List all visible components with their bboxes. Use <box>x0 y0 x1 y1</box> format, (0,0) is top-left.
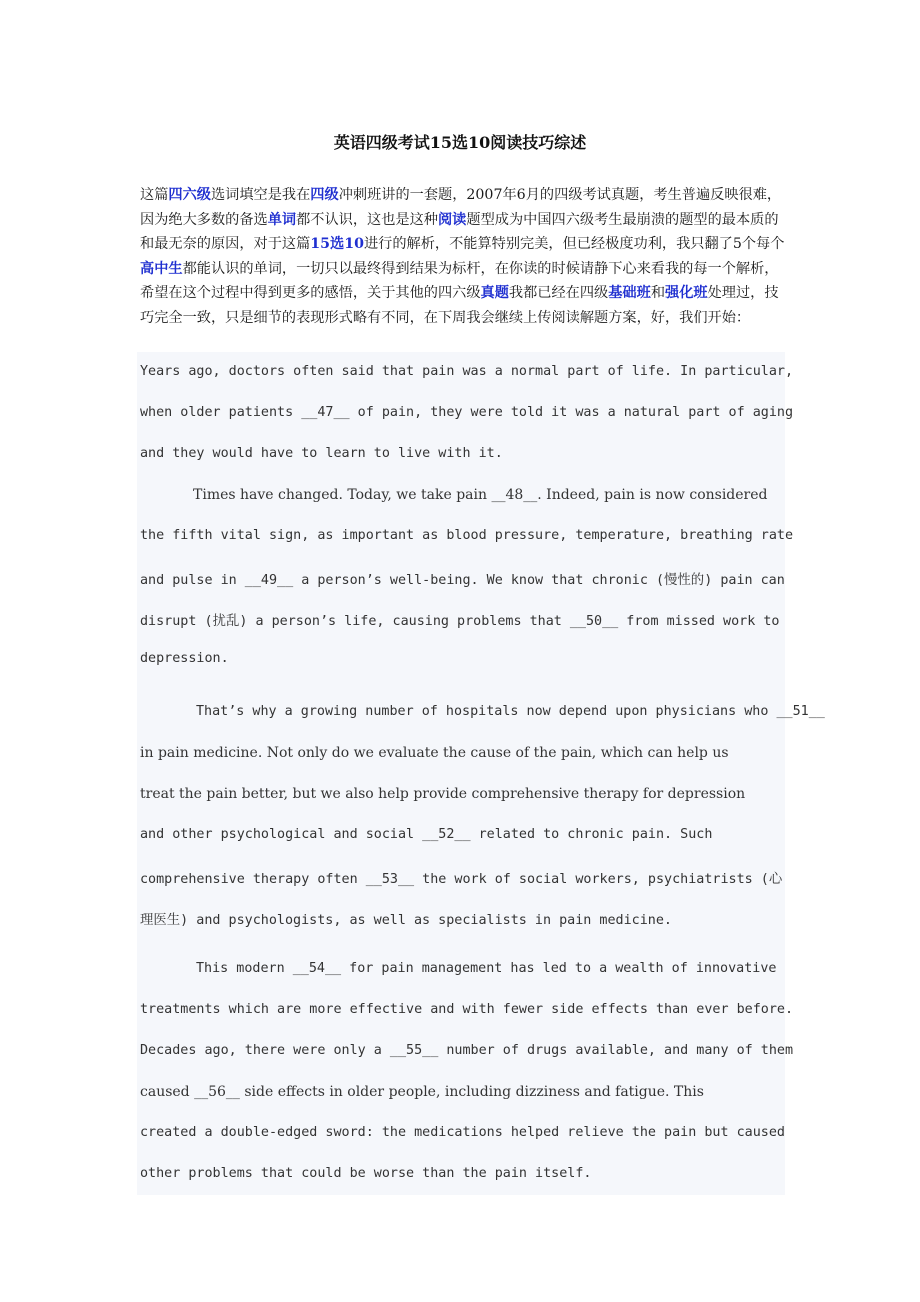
passage-line: Years ago, doctors often said that pain was a normal part of life. In particular, <box>140 364 794 379</box>
passage-line: This modern __54__ for pain management has led to a wealth of innovative <box>196 961 777 976</box>
passage-line: other problems that could be worse than the pain itself. <box>140 1166 592 1181</box>
keyword-link-15-choose-10[interactable]: 15选10 <box>310 236 364 253</box>
keyword-link-reading[interactable]: 阅读 <box>437 211 467 228</box>
passage-line: the fifth vital sign, as important as blood pressure, temperature, breathing rate <box>140 528 794 543</box>
keyword-link-vocabulary[interactable]: 单词 <box>267 211 297 228</box>
intro-text: 和 <box>650 285 666 302</box>
passage-line: and pulse in __49__ a person’s well-being. We know that chronic (慢性的) pain can <box>140 573 785 588</box>
passage-line: That’s why a growing number of hospitals now depend upon physicians who __51__ <box>196 704 825 719</box>
keyword-link-past-exams[interactable]: 真题 <box>480 285 509 302</box>
intro-text: 都能认识的单词，一切只以最终得到结果为标杆，在你读的时候请静下心来看我的每一个解析，希望在这个过程中得到更多的感悟，关于其他的四六级 <box>140 260 779 302</box>
passage-line: and they would have to learn to live with it. <box>140 446 503 461</box>
intro-text: 进行的解析，不能算特别完美，但已经极度功利，我只翻了5个每个 <box>363 236 785 253</box>
passage-line: treat the pain better, but we also help provide comprehensive therapy for depression <box>140 786 746 802</box>
intro-paragraph <box>140 183 790 331</box>
document-title: 英语四级考试15选10阅读技巧综述 <box>333 133 587 152</box>
keyword-link-intensive-class[interactable]: 强化班 <box>665 285 708 302</box>
passage-line: disrupt (扰乱) a person’s life, causing problems that __50__ from missed work to <box>140 614 780 629</box>
intro-text: 题型成为中国四六级考生最崩溃的题型的最本质的和最无奈的原因，对于这篇 <box>140 211 779 253</box>
keyword-link-cet46[interactable]: 四六级 <box>168 187 211 203</box>
intro-text: 选词填空是我在 <box>210 187 311 203</box>
intro-text: 这篇 <box>140 187 169 203</box>
passage-line: in pain medicine. Not only do we evaluate the cause of the pain, which can help us <box>140 745 729 761</box>
passage-line: treatments which are more effective and with fewer side effects than ever before. <box>140 1002 794 1017</box>
intro-text: 我都已经在四级 <box>508 285 609 302</box>
passage-line: depression. <box>140 651 229 666</box>
keyword-link-basic-class[interactable]: 基础班 <box>608 285 651 302</box>
passage-line: when older patients __47__ of pain, they were told it was a natural part of aging <box>140 405 794 420</box>
intro-text: 都不认识，这也是这种 <box>296 211 438 228</box>
intro-text: 处理过，技巧完全一致，只是细节的表现形式略有不同，在下周我会继续上传阅读解题方案，好，我们开始： <box>140 285 779 326</box>
keyword-link-cet4[interactable]: 四级 <box>310 187 339 203</box>
passage-line: created a double-edged sword: the medications helped relieve the pain but caused <box>140 1125 785 1140</box>
passage-line: comprehensive therapy often __53__ the work of social workers, psychiatrists (心 <box>140 872 783 887</box>
passage-line: Decades ago, there were only a __55__ number of drugs available, and many of them <box>140 1043 794 1058</box>
passage-line: and other psychological and social __52__ related to chronic pain. Such <box>140 827 713 842</box>
reading-passage-box <box>137 352 785 1195</box>
keyword-link-high-school[interactable]: 高中生 <box>140 260 183 277</box>
passage-line: caused __56__ side effects in older people, including dizziness and fatigue. This <box>140 1084 704 1100</box>
passage-line: Times have changed. Today, we take pain __48__. Indeed, pain is now considered <box>193 487 768 503</box>
passage-line: 理医生) and psychologists, as well as specialists in pain medicine. <box>140 913 672 928</box>
intro-text: 冲刺班讲的一套题，2007年6月的四级考试真题，考生普遍反映很难，因为绝大多数的备选 <box>140 187 782 228</box>
